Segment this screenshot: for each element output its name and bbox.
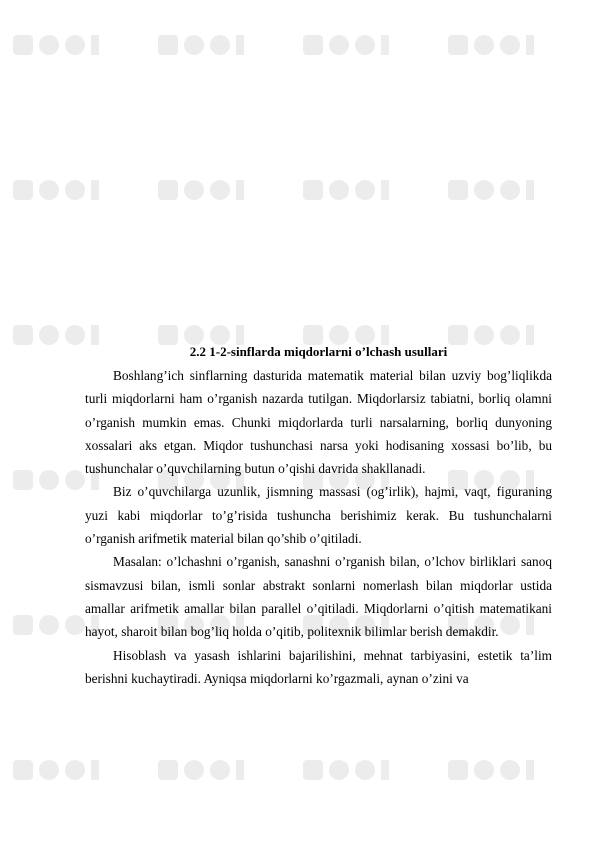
paragraph-4: Hisoblash va yasash ishlarini bajarilishini, mehnat tarbiyasini, estetik ta’lim berishni kuchaytiradi. Ayniqsa miqdorlarni ko’rgazmali, aynan o’zini va [85,647,552,686]
watermark-mark [303,760,389,780]
watermark-mark [448,760,534,780]
paragraph-2: Biz o’quvchilarga uzunlik, jismning massasi (og’irlik), hajmi, vaqt, figuraning yuzi kabi miqdorlar to’g’risida tushuncha berishimiz kerak. Bu tushunchalarni o’rganish arifmetik material bilan qo’shib o’qitiladi. [85,484,552,547]
watermark-mark [13,35,99,55]
watermark-mark [13,180,99,200]
watermark-mark [303,35,389,55]
document-body [85,342,552,690]
section-title: 2.2 1-2-sinflarda miqdorlarni o’lchash usullari [189,344,448,359]
paragraph-3: Masalan: o’lchashni o’rganish, sanashni o’rganish bilan, o’lchov birliklari sanoq sismavzusi bilan, ismli sonlar abstrakt sonlarni nomerlash bilan miqdorlar ustida amallar arifmetik amallar bilan parallel o’qitiladi. Miqdorlarni o’qitish matematikani hayot, sharoit bilan bog’liq holda o’qitib, politexnik bilimlar berish demakdir. [85,554,552,640]
watermark-mark [158,180,244,200]
paragraph-1: Boshlang’ich sinflarning dasturida matematik material bilan uzviy bog’liqlikda turli miqdorlarni ham o’rganish nazarda tutilgan. Miqdorlarsiz tabiatni, borliq olamni o’rganish mumkin emas. Chunki miqdorlarda turli narsalarning, borliq dunyoning xossalari aks etgan. Miqdor tushunchasi narsa yoki hodisaning xossasi bo’lib, bu tushunchalar o’quvchilarning butun o’qishi davrida shakllanadi. [85,368,552,477]
watermark-mark [158,760,244,780]
watermark-mark [303,180,389,200]
watermark-mark [158,35,244,55]
watermark-mark [448,35,534,55]
watermark-mark [13,760,99,780]
watermark-mark [448,180,534,200]
